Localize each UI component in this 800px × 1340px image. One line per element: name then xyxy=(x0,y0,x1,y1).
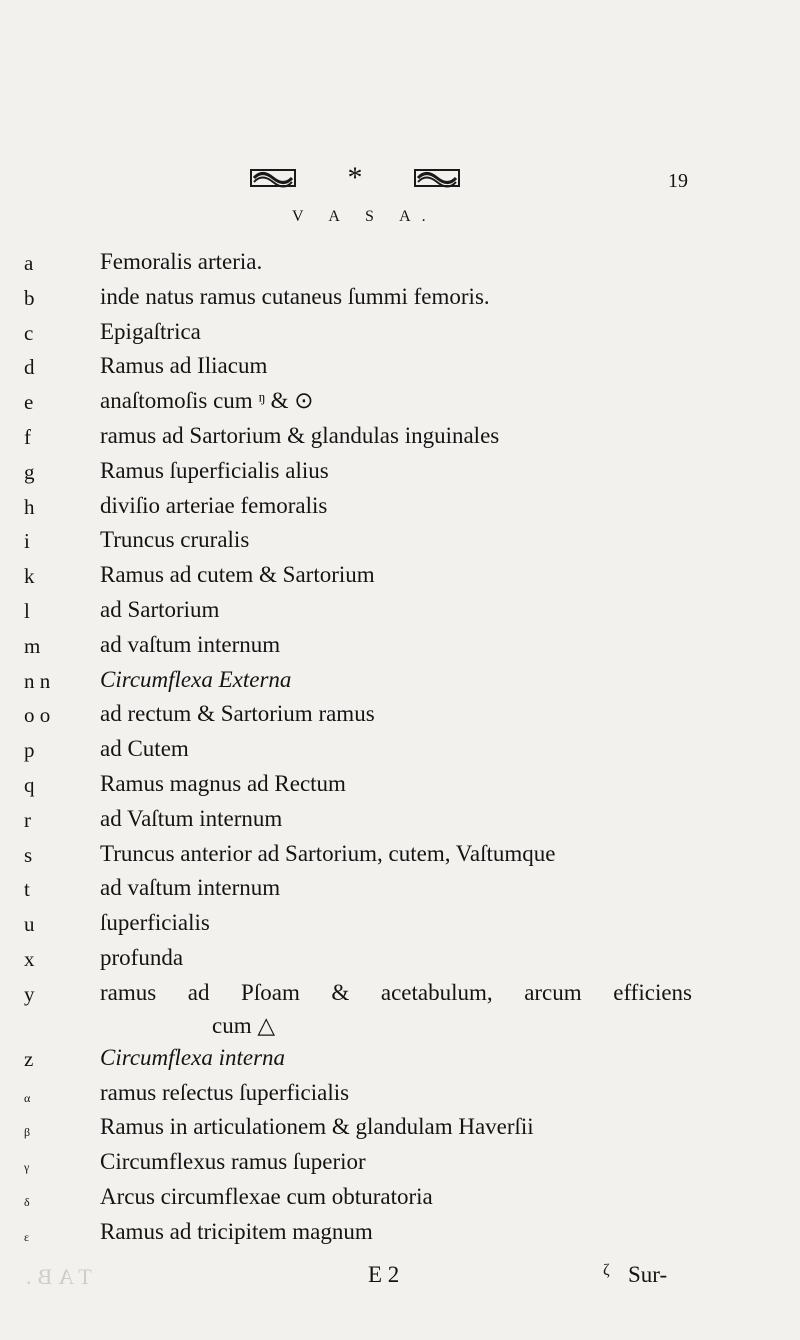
list-item xyxy=(0,1146,800,1181)
entry-letter: m xyxy=(24,633,41,658)
list-item xyxy=(0,594,800,629)
entry-text: ſuperficialis xyxy=(100,910,210,936)
entry-text: Ramus ad tricipitem magnum xyxy=(100,1218,373,1244)
entry-text: Circumflexa Externa xyxy=(100,666,292,692)
page-title: V A S A. xyxy=(292,208,437,225)
entry-continuation: cum △ xyxy=(212,1012,276,1038)
entry-text: profunda xyxy=(100,944,184,970)
entry-letter: r xyxy=(24,807,31,832)
entry-letter: n n xyxy=(24,668,51,693)
entry-letter: t xyxy=(24,877,30,902)
entry-letter: y xyxy=(24,981,35,1006)
list-item xyxy=(0,490,800,525)
entry-letter: β xyxy=(24,1125,31,1140)
list-item xyxy=(0,1077,800,1112)
list-item xyxy=(0,629,800,664)
entry-letter: h xyxy=(24,494,35,519)
list-item xyxy=(0,977,800,1042)
entry-letter: i xyxy=(24,529,30,554)
entry-text: anaſtomoſis cum ᵑ & ⊙ xyxy=(100,388,314,414)
entry-text: Circumflexus ramus ſuperior xyxy=(100,1149,366,1175)
list-item xyxy=(0,733,800,768)
list-item xyxy=(0,1216,800,1251)
entry-text: Epigaſtrica xyxy=(100,318,201,344)
list-item xyxy=(0,1111,800,1146)
left-ornament-icon xyxy=(250,167,296,189)
entry-letter: ε xyxy=(24,1229,30,1244)
list-item xyxy=(0,872,800,907)
list-item xyxy=(0,1042,800,1077)
entry-letter: o o xyxy=(24,703,51,728)
entry-text: ad rectum & Sartorium ramus xyxy=(100,701,375,727)
list-item xyxy=(0,246,800,281)
entry-text: ramus ad Pſoam & acetabulum, arcum efficiens xyxy=(100,979,692,1005)
entry-text: ad Cutem xyxy=(100,736,189,762)
entry-letter: e xyxy=(24,390,34,415)
entry-text: Ramus magnus ad Rectum xyxy=(100,770,346,796)
entry-text: Truncus anterior ad Sartorium, cutem, Vaſtumque xyxy=(100,840,556,866)
entry-letter: b xyxy=(24,285,35,310)
list-item xyxy=(0,803,800,838)
entry-letter: p xyxy=(24,738,35,763)
entry-text: ad vaſtum internum xyxy=(100,875,281,901)
bleed-through-footer: TAB. xyxy=(20,1264,92,1289)
header-ornament xyxy=(250,160,460,196)
list-item xyxy=(0,907,800,942)
entry-text: diviſio arteriae femoralis xyxy=(100,492,328,518)
entry-letter: c xyxy=(24,320,34,345)
list-item xyxy=(0,524,800,559)
list-item xyxy=(0,455,800,490)
entry-text: inde natus ramus cutaneus ſummi femoris. xyxy=(100,283,490,309)
entry-letter: g xyxy=(24,459,35,484)
entry-letter: z xyxy=(24,1046,34,1071)
entry-letter: q xyxy=(24,772,35,797)
entry-text: Circumflexa interna xyxy=(100,1044,286,1070)
catchword-mark: ζ xyxy=(603,1262,610,1279)
entry-text: Truncus cruralis xyxy=(100,527,250,553)
entry-text: Ramus ſuperficialis alius xyxy=(100,457,329,483)
page-number: 19 xyxy=(668,170,688,192)
entry-letter: α xyxy=(24,1090,31,1105)
entry-letter: d xyxy=(24,355,35,380)
entry-letter: x xyxy=(24,946,35,971)
header-star: * xyxy=(347,161,363,194)
catchword: Sur- xyxy=(628,1262,668,1287)
entry-text: Femoralis arteria. xyxy=(100,249,263,274)
list-item xyxy=(0,768,800,803)
list-item xyxy=(0,350,800,385)
entry-text: ad vaſtum internum xyxy=(100,631,281,657)
entry-letter: f xyxy=(24,424,31,449)
entry-text: Ramus ad cutem & Sartorium xyxy=(100,562,375,588)
entry-letter: s xyxy=(24,842,33,867)
entry-letter: l xyxy=(24,598,30,623)
entry-letter: u xyxy=(24,912,35,937)
list-item xyxy=(0,664,800,699)
list-item xyxy=(0,838,800,873)
list-item xyxy=(0,942,800,977)
entry-letter: δ xyxy=(24,1194,30,1209)
entry-text: ad Vaſtum internum xyxy=(100,805,283,831)
entry-letter: a xyxy=(24,251,34,275)
list-item xyxy=(0,1181,800,1216)
right-ornament-icon xyxy=(414,167,460,189)
entry-letter: k xyxy=(24,564,35,589)
list-item xyxy=(0,281,800,316)
entry-text: Arcus circumflexae cum obturatoria xyxy=(100,1183,433,1209)
entry-text: ad Sartorium xyxy=(100,596,220,622)
entry-text: ramus ad Sartorium & glandulas inguinales xyxy=(100,422,500,448)
entry-text: Ramus ad Iliacum xyxy=(100,353,268,379)
entry-text: Ramus in articulationem & glandulam Haverſii xyxy=(100,1114,534,1140)
entry-text: ramus reſectus ſuperficialis xyxy=(100,1079,350,1105)
signature-mark: E 2 xyxy=(368,1262,400,1287)
list-item xyxy=(0,316,800,351)
entries-list xyxy=(0,246,800,1251)
entry-letter: γ xyxy=(24,1160,30,1175)
list-item xyxy=(0,420,800,455)
list-item xyxy=(0,698,800,733)
list-item xyxy=(0,559,800,594)
list-item xyxy=(0,385,800,420)
